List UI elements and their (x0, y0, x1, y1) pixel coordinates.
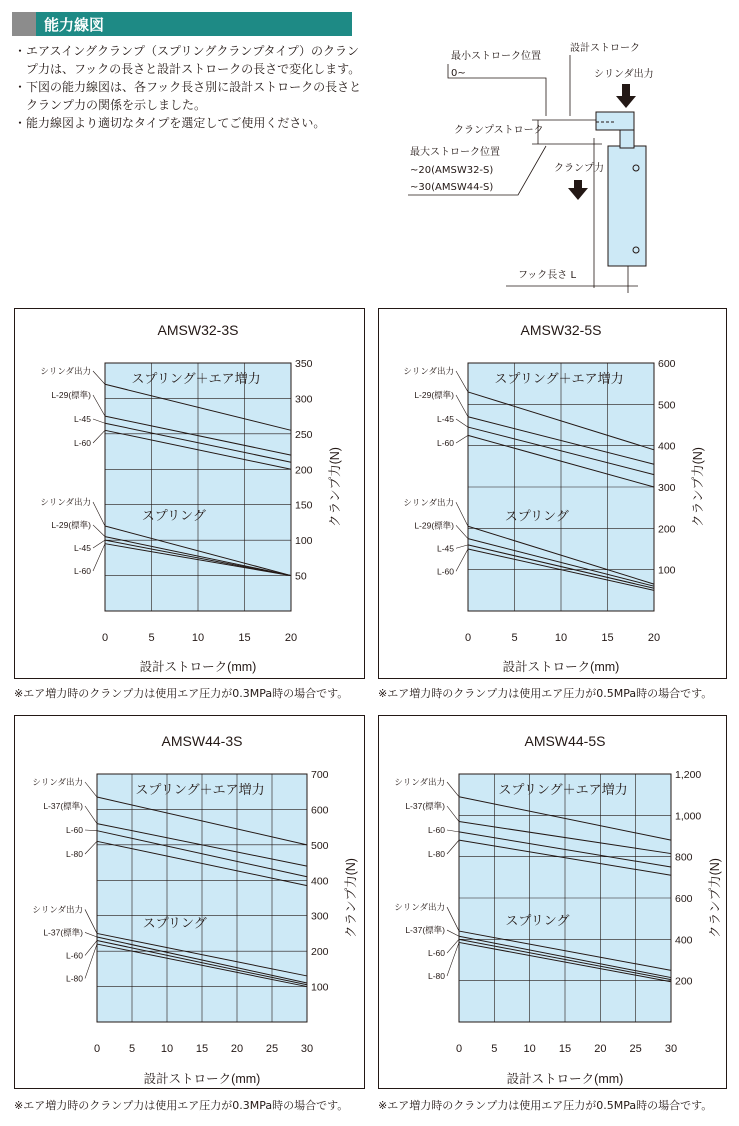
y-tick-label: 50 (295, 570, 307, 583)
series-label: シリンダ出力 (403, 497, 454, 508)
x-tick-label: 0 (93, 1043, 101, 1055)
y-tick-label: 100 (311, 981, 329, 994)
group-label-air: スプリング＋エア増力 (498, 782, 628, 797)
y-tick-label: 400 (311, 875, 329, 888)
series-leader (93, 502, 105, 526)
series-label: L-29(標準) (51, 390, 91, 400)
header-marker (12, 12, 36, 36)
series-label: L-37(標準) (405, 801, 445, 811)
series-label: シリンダ出力 (32, 904, 83, 915)
series-leader (447, 907, 459, 931)
y-tick-label: 400 (658, 440, 676, 453)
footnote-amsw32-5s: ※エア増力時のクランプ力は使用エア圧力が0.5MPa時の場合です。 (378, 687, 713, 700)
clamp-stroke-label: クランプストローク (454, 125, 544, 136)
series-leader (85, 941, 97, 956)
x-tick-label: 5 (511, 632, 518, 644)
series-label: L-80 (65, 973, 83, 984)
x-tick-label: 5 (128, 1043, 136, 1055)
series-label: L-80 (427, 849, 445, 859)
y-tick-label: 800 (675, 851, 693, 864)
y-tick-label: 600 (311, 804, 329, 817)
series-label: L-80 (427, 971, 445, 982)
description-item: ・能力線図より適切なタイプを選定してご使用ください。 (14, 116, 326, 130)
series-label: L-37(標準) (405, 925, 445, 936)
series-leader (93, 544, 105, 571)
series-leader (93, 371, 105, 384)
series-label: L-45 (73, 414, 91, 424)
series-label: L-60 (436, 566, 454, 577)
series-leader (85, 782, 97, 797)
y-tick-label: 250 (295, 428, 313, 441)
series-label: L-60 (427, 825, 445, 835)
group-label-spring: スプリング (141, 507, 206, 523)
series-label: L-60 (65, 950, 83, 961)
cylinder-body (608, 146, 646, 266)
x-tick-label: 15 (238, 632, 251, 644)
x-tick-label: 10 (554, 632, 568, 644)
max-stroke-value-2: ~30(AMSW44-S) (410, 182, 494, 193)
x-tick-label: 20 (284, 632, 298, 644)
x-tick-label: 15 (558, 1043, 572, 1055)
y-tick-label: 500 (311, 839, 329, 852)
y-tick-label: 300 (295, 393, 313, 406)
x-tick-label: 0 (101, 632, 109, 644)
series-leader (93, 419, 105, 423)
y-tick-label: 400 (675, 934, 693, 947)
series-label: L-29(標準) (51, 519, 91, 530)
series-leader (447, 942, 459, 976)
x-tick-label: 25 (629, 1043, 642, 1055)
x-tick-label: 30 (300, 1043, 314, 1055)
design-stroke-label: 設計ストローク (570, 43, 640, 54)
x-tick-label: 10 (191, 632, 205, 644)
series-label: L-29(標準) (414, 390, 454, 400)
x-tick-label: 20 (594, 1043, 607, 1055)
clamp-diagram (398, 38, 698, 298)
series-leader (447, 830, 459, 832)
x-tick-label: 15 (195, 1043, 209, 1055)
series-label: L-29(標準) (414, 520, 454, 531)
footnote-amsw44-5s: ※エア増力時のクランプ力は使用エア圧力が0.5MPa時の場合です。 (378, 1099, 713, 1112)
chart-panel-amsw32-3s (14, 308, 365, 679)
series-leader (93, 430, 105, 443)
y-axis-label: クランプ力(N) (328, 447, 342, 527)
chart-panel-amsw44-3s (14, 715, 365, 1089)
description-item: ・下図の能力線図は、各フック長さ別に設計ストロークの長さとクランプ力の関係を示しました。 (14, 80, 362, 112)
series-leader (85, 830, 97, 831)
x-tick-label: 10 (160, 1043, 174, 1055)
series-label: L-80 (65, 849, 83, 859)
chart-svg-1 (379, 309, 726, 678)
x-tick-label: 5 (491, 1043, 498, 1055)
series-leader (447, 939, 459, 953)
series-leader (456, 419, 468, 427)
series-leader (85, 909, 97, 933)
x-tick-label: 15 (601, 632, 614, 644)
series-leader (93, 540, 105, 548)
series-leader (456, 549, 468, 571)
chart-svg-2 (15, 716, 364, 1088)
x-axis-label: 設計ストローク(mm) (143, 1072, 261, 1086)
y-tick-label: 300 (311, 910, 329, 923)
y-tick-label: 300 (658, 482, 676, 494)
cylinder-output-label: シリンダ出力 (594, 69, 654, 80)
description-item: ・エアスイングクランプ（スプリングクランプタイプ）のクランプ力は、フックの長さと設計ストロークの長さで変化します。 (14, 44, 361, 76)
min-stroke-value: 0~ (451, 68, 466, 79)
clamp-force-label: クランプ力 (554, 163, 604, 174)
series-leader (456, 502, 468, 526)
x-tick-label: 20 (647, 632, 661, 644)
series-label: L-60 (73, 438, 91, 448)
series-leader (447, 782, 459, 797)
y-tick-label: 200 (675, 975, 693, 988)
section-header (12, 12, 352, 36)
min-stroke-label: 最小ストローク位置 (451, 51, 541, 62)
chart-svg-0 (15, 309, 364, 678)
hook-arm-upper (596, 112, 634, 130)
series-label: シリンダ出力 (394, 777, 445, 787)
chart-panel-amsw32-5s (378, 308, 727, 679)
series-label: L-45 (73, 542, 91, 553)
x-axis-label: 設計ストローク(mm) (139, 660, 257, 674)
group-label-spring: スプリング (505, 913, 570, 929)
x-tick-label: 30 (664, 1043, 678, 1055)
chart-panel-amsw44-5s (378, 715, 727, 1089)
y-tick-label: 1,000 (675, 810, 702, 823)
description-list (14, 42, 364, 132)
chart-title: AMSW44-5S (524, 733, 606, 749)
group-label-air: スプリング＋エア増力 (494, 371, 624, 386)
x-tick-label: 5 (148, 632, 155, 644)
series-leader (85, 806, 97, 824)
section-title: 能力線図 (44, 16, 105, 34)
y-axis-label: クランプ力(N) (708, 858, 722, 938)
y-tick-label: 350 (295, 358, 313, 370)
y-tick-label: 150 (295, 499, 313, 512)
series-label: L-60 (65, 825, 83, 835)
series-label: シリンダ出力 (403, 366, 454, 376)
x-tick-label: 0 (464, 632, 472, 644)
series-label: シリンダ出力 (32, 777, 83, 787)
series-leader (85, 932, 97, 937)
y-tick-label: 600 (658, 358, 676, 370)
x-tick-label: 25 (265, 1043, 279, 1055)
chart-title: AMSW32-3S (157, 322, 239, 338)
y-tick-label: 700 (311, 769, 329, 781)
x-axis-label: 設計ストローク(mm) (502, 660, 620, 674)
series-leader (93, 395, 105, 416)
chart-svg-3 (379, 716, 726, 1088)
series-label: シリンダ出力 (40, 366, 91, 376)
series-leader (456, 525, 468, 538)
series-leader (93, 525, 105, 537)
max-stroke-value-1: ~20(AMSW32-S) (410, 165, 494, 176)
series-label: L-45 (436, 543, 454, 554)
max-stroke-label: 最大ストローク位置 (410, 147, 500, 158)
y-tick-label: 1,200 (675, 769, 702, 781)
y-tick-label: 600 (675, 893, 693, 905)
x-tick-label: 20 (230, 1043, 244, 1055)
y-tick-label: 200 (295, 464, 313, 477)
cylinder-output-arrow-icon (616, 84, 636, 108)
series-label: L-37(標準) (43, 927, 83, 938)
footnote-amsw44-3s: ※エア増力時のクランプ力は使用エア圧力が0.3MPa時の場合です。 (14, 1099, 349, 1112)
series-label: シリンダ出力 (394, 902, 445, 913)
y-tick-label: 500 (658, 399, 676, 412)
clamp-force-arrow-icon (568, 180, 588, 200)
y-tick-label: 100 (658, 564, 676, 577)
y-tick-label: 200 (311, 946, 329, 959)
series-leader (456, 435, 468, 443)
hook-length-label: フック長さ L (518, 270, 577, 281)
series-leader (456, 545, 468, 548)
series-label: L-37(標準) (43, 801, 83, 811)
group-label-spring: スプリング (142, 915, 207, 931)
series-leader (85, 841, 97, 854)
piston-rod (620, 128, 634, 148)
x-tick-label: 0 (455, 1043, 463, 1055)
group-label-air: スプリング＋エア増力 (135, 782, 265, 797)
series-label: L-60 (436, 438, 454, 448)
series-leader (85, 944, 97, 978)
group-label-air: スプリング＋エア増力 (131, 371, 261, 386)
footnote-amsw32-3s: ※エア増力時のクランプ力は使用エア圧力が0.3MPa時の場合です。 (14, 687, 349, 700)
series-leader (447, 806, 459, 822)
group-label-spring: スプリング (504, 508, 569, 524)
clamp-diagram-svg (398, 38, 698, 298)
chart-title: AMSW32-5S (520, 322, 602, 338)
series-leader (447, 840, 459, 854)
series-leader (447, 930, 459, 936)
y-tick-label: 100 (295, 535, 313, 548)
series-leader (456, 371, 468, 392)
x-axis-label: 設計ストローク(mm) (506, 1072, 624, 1086)
series-label: シリンダ出力 (40, 496, 91, 507)
chart-title: AMSW44-3S (161, 733, 243, 749)
series-leader (456, 395, 468, 417)
y-axis-label: クランプ力(N) (691, 447, 705, 527)
series-label: L-60 (73, 565, 91, 576)
series-label: L-60 (427, 948, 445, 959)
x-tick-label: 10 (523, 1043, 536, 1055)
series-label: L-45 (436, 414, 454, 424)
y-axis-label: クランプ力(N) (344, 858, 358, 938)
y-tick-label: 200 (658, 523, 676, 536)
